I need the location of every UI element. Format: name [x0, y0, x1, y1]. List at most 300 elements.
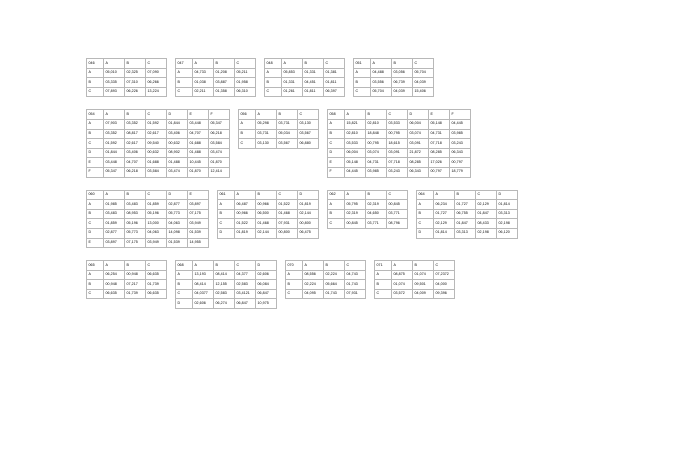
table-row [265, 87, 345, 97]
row-label: A [417, 200, 434, 210]
table-row [354, 78, 434, 88]
column-header: C [324, 59, 345, 69]
data-cell: 02,224 [324, 270, 345, 280]
column-header: E [429, 110, 450, 120]
data-cell: 10,975 [256, 299, 277, 309]
data-cell: 18,848 [366, 129, 387, 139]
data-cell: 02,144 [256, 228, 277, 238]
data-cell: 05,795 [345, 200, 366, 210]
data-cell: 01,819 [298, 200, 319, 210]
table-header-row [286, 261, 366, 271]
column-header: C [387, 110, 408, 120]
data-cell: 04,731 [429, 129, 450, 139]
data-cell: 02,810 [366, 119, 387, 129]
data-cell: 01,844 [104, 148, 125, 158]
matrix-table [86, 190, 209, 249]
data-cell: 03,406 [167, 129, 188, 139]
data-cell: 03,897 [104, 238, 125, 248]
table-row [87, 167, 230, 177]
table-header-row [328, 190, 408, 200]
data-cell: 01,743 [345, 280, 366, 290]
data-cell: 03,313 [455, 228, 476, 238]
data-cell: 01,958 [235, 78, 256, 88]
data-cell: 04,0377 [193, 289, 214, 299]
data-cell: 07,931 [277, 219, 298, 229]
block-id: 062 [328, 190, 345, 200]
block-id: 054 [87, 110, 104, 120]
block-gap [319, 190, 327, 249]
data-cell: 00,795 [387, 129, 408, 139]
data-cell: 07,175 [188, 209, 209, 219]
column-header: B [214, 59, 235, 69]
block-gap [366, 260, 374, 309]
data-cell: 07,217 [125, 280, 146, 290]
row-label: A [87, 119, 104, 129]
data-cell: 13,193 [193, 270, 214, 280]
table-row [176, 280, 277, 290]
row-label: D [417, 228, 434, 238]
row-label: A [218, 200, 235, 210]
data-cell: 00,632 [167, 139, 188, 149]
row-label: C [87, 87, 104, 97]
data-cell: 03,406 [125, 148, 146, 158]
data-cell: 04,009 [413, 289, 434, 299]
matrix-table [86, 109, 230, 177]
row-label: B [87, 78, 104, 88]
column-header: D [408, 110, 429, 120]
data-cell: 08,902 [167, 148, 188, 158]
data-cell: 02,211 [193, 87, 214, 97]
data-cell: 03,474 [209, 148, 230, 158]
data-cell: 01,811 [324, 78, 345, 88]
column-header: C [235, 59, 256, 69]
table-block [238, 109, 319, 177]
data-cell: 06,635 [146, 270, 167, 280]
table-header-row [218, 190, 319, 200]
data-cell: 02,606 [193, 299, 214, 309]
data-cell: 04,451 [303, 78, 324, 88]
data-cell: 03,243 [450, 139, 471, 149]
table-row [417, 200, 518, 210]
data-cell: 14,098 [167, 228, 188, 238]
table-header-row [375, 261, 455, 271]
column-header: B [324, 261, 345, 271]
data-cell: 00,797 [429, 167, 450, 177]
table-header-row [87, 190, 209, 200]
data-cell: 01,381 [324, 68, 345, 78]
data-cell: 06,847 [235, 299, 256, 309]
data-cell: 01,859 [104, 219, 125, 229]
table-row [87, 209, 209, 219]
data-cell: 03,091 [408, 139, 429, 149]
table-row [87, 139, 230, 149]
row-label: A [265, 68, 282, 78]
data-cell: 06,274 [214, 299, 235, 309]
data-cell: 01,814 [497, 200, 518, 210]
table-row [328, 167, 471, 177]
data-cell: 03,130 [298, 119, 319, 129]
column-header: F [209, 110, 230, 120]
data-cell: 03,243 [387, 167, 408, 177]
data-cell: 02,144 [298, 209, 319, 219]
row-label: C [176, 289, 193, 299]
column-header: B [455, 190, 476, 200]
column-header: A [371, 59, 392, 69]
data-cell: 08,433 [476, 219, 497, 229]
data-cell: 01,261 [282, 87, 303, 97]
data-cell: 03,335 [104, 78, 125, 88]
table-header-row [239, 110, 319, 120]
table-row [354, 87, 434, 97]
data-cell: 01,819 [235, 228, 256, 238]
row-label: C [218, 219, 235, 229]
data-cell: 02,319 [345, 209, 366, 219]
block-id: 060 [87, 190, 104, 200]
row-label: A [286, 270, 303, 280]
data-cell: 18,779 [450, 167, 471, 177]
data-cell: 00,795 [366, 139, 387, 149]
table-row [286, 289, 366, 299]
row-label: B [286, 280, 303, 290]
block-gap [345, 58, 353, 97]
data-cell: 03,771 [366, 219, 387, 229]
block-id: 047 [176, 59, 193, 69]
data-cell: 02,198 [497, 219, 518, 229]
data-cell: 03,887 [214, 78, 235, 88]
column-header: B [413, 261, 434, 271]
row-label: B [417, 209, 434, 219]
block-gap [408, 190, 416, 249]
row-label: D [176, 299, 193, 309]
data-cell: 01,688 [188, 139, 209, 149]
data-cell: 06,343 [450, 148, 471, 158]
table-band [86, 109, 614, 177]
table-row [218, 209, 319, 219]
table-row [328, 139, 471, 149]
column-header: B [366, 190, 387, 200]
row-label: C [87, 219, 104, 229]
row-label: C [286, 289, 303, 299]
data-cell: 03,949 [188, 219, 209, 229]
column-header: D [167, 190, 188, 200]
matrix-table [327, 109, 471, 177]
table-block [285, 260, 366, 309]
matrix-table [327, 190, 408, 229]
table-row [328, 119, 471, 129]
data-cell: 07,718 [387, 158, 408, 168]
data-cell: 07,310 [125, 78, 146, 88]
data-cell: 04,063 [146, 228, 167, 238]
data-cell: 05,664 [324, 280, 345, 290]
data-cell: 03,474 [167, 167, 188, 177]
table-block [86, 109, 230, 177]
data-cell: 05,704 [413, 68, 434, 78]
table-row [328, 209, 408, 219]
data-cell: 05,196 [125, 219, 146, 229]
matrix-table [353, 58, 434, 97]
data-cell: 03,074 [366, 148, 387, 158]
column-header: A [193, 261, 214, 271]
data-cell: 13,000 [146, 219, 167, 229]
table-row [328, 200, 408, 210]
data-cell: 01,859 [146, 200, 167, 210]
table-header-row [87, 261, 167, 271]
table-band [86, 190, 614, 249]
data-cell: 06,739 [392, 78, 413, 88]
table-block [327, 109, 471, 177]
data-cell: 04,377 [235, 270, 256, 280]
data-cell: 03,771 [387, 209, 408, 219]
data-cell: 04,000 [434, 280, 455, 290]
table-row [328, 158, 471, 168]
data-cell: 04,707 [125, 158, 146, 168]
table-header-row [265, 59, 345, 69]
data-cell: 04,445 [450, 119, 471, 129]
block-gap [209, 190, 217, 249]
row-label: B [87, 280, 104, 290]
row-label: A [176, 270, 193, 280]
row-label: C [328, 139, 345, 149]
data-cell: 03,567 [298, 129, 319, 139]
row-label: A [354, 68, 371, 78]
table-row [176, 78, 256, 88]
column-header: A [345, 110, 366, 120]
data-cell: 03,731 [256, 129, 277, 139]
row-label: C [354, 87, 371, 97]
data-cell: 01,688 [146, 158, 167, 168]
table-row [87, 238, 209, 248]
row-label: C [87, 289, 104, 299]
table-block [175, 260, 277, 309]
data-cell: 03,448 [104, 158, 125, 168]
data-cell: 01,743 [324, 289, 345, 299]
row-label: D [87, 148, 104, 158]
block-gap [230, 109, 238, 177]
data-cell: 01,739 [146, 280, 167, 290]
data-cell: 02,583 [235, 280, 256, 290]
block-id: 065 [87, 261, 104, 271]
row-label: C [176, 87, 193, 97]
table-row [218, 200, 319, 210]
table-band [86, 58, 614, 97]
table-header-row [87, 59, 167, 69]
data-cell: 04,733 [193, 68, 214, 78]
row-label: B [218, 209, 235, 219]
block-id: 056 [239, 110, 256, 120]
data-cell: 13,224 [146, 87, 167, 97]
data-cell: 01,985 [104, 200, 125, 210]
matrix-table [86, 260, 167, 299]
data-cell: 21,872 [408, 148, 429, 158]
table-row [286, 280, 366, 290]
row-label: B [176, 78, 193, 88]
table-header-row [417, 190, 518, 200]
row-label: E [87, 238, 104, 248]
column-header: C [413, 59, 434, 69]
matrix-table [264, 58, 345, 97]
block-id: 068 [176, 261, 193, 271]
column-header: B [125, 261, 146, 271]
data-cell: 07,2372 [434, 270, 455, 280]
table-row [265, 78, 345, 88]
table-row [375, 280, 455, 290]
data-cell: 03,483 [104, 209, 125, 219]
table-header-row [176, 261, 277, 271]
data-cell: 05,347 [209, 119, 230, 129]
block-gap [319, 109, 327, 177]
data-cell: 00,845 [387, 200, 408, 210]
column-header: A [104, 190, 125, 200]
table-row [328, 219, 408, 229]
row-label: B [354, 78, 371, 88]
data-cell: 06,266 [146, 78, 167, 88]
data-cell: 04,063 [167, 219, 188, 229]
data-cell: 01,522 [277, 200, 298, 210]
data-cell: 09,501 [413, 280, 434, 290]
table-row [286, 270, 366, 280]
column-header: A [104, 261, 125, 271]
data-cell: 01,847 [455, 219, 476, 229]
data-cell: 01,331 [303, 68, 324, 78]
table-block [86, 58, 167, 97]
data-cell: 01,074 [413, 270, 434, 280]
table-row [328, 129, 471, 139]
table-block [353, 58, 434, 97]
data-cell: 15,821 [345, 119, 366, 129]
matrix-table [217, 190, 319, 239]
table-row [87, 289, 167, 299]
data-cell: 05,853 [282, 68, 303, 78]
data-cell: 06,475 [298, 228, 319, 238]
table-block [327, 190, 408, 249]
data-cell: 06,397 [324, 87, 345, 97]
row-label: A [328, 119, 345, 129]
data-cell: 06,218 [125, 167, 146, 177]
column-header: B [392, 59, 413, 69]
data-cell: 12,414 [209, 167, 230, 177]
table-block [416, 190, 518, 249]
table-row [417, 228, 518, 238]
column-header: A [256, 110, 277, 120]
column-header: B [277, 110, 298, 120]
table-row [239, 119, 319, 129]
data-cell: 08,875 [392, 270, 413, 280]
data-cell: 01,038 [193, 78, 214, 88]
data-cell: 02,319 [366, 200, 387, 210]
data-cell: 01,814 [434, 228, 455, 238]
data-cell: 04,743 [345, 270, 366, 280]
data-cell: 06,084 [256, 280, 277, 290]
table-row [375, 289, 455, 299]
row-label: A [87, 200, 104, 210]
table-row [87, 158, 230, 168]
table-row [239, 129, 319, 139]
data-cell: 07,090 [146, 68, 167, 78]
data-cell: 05,010 [104, 68, 125, 78]
data-cell: 05,148 [429, 119, 450, 129]
column-header: C [476, 190, 497, 200]
data-cell: 04,039 [413, 78, 434, 88]
data-cell: 03,091 [387, 148, 408, 158]
data-cell: 05,196 [146, 209, 167, 219]
data-cell: 03,352 [104, 129, 125, 139]
row-label: B [328, 209, 345, 219]
table-row [176, 270, 277, 280]
column-header: A [282, 59, 303, 69]
block-id: 064 [417, 190, 434, 200]
table-row [176, 299, 277, 309]
table-row [354, 68, 434, 78]
column-header: A [104, 110, 125, 120]
data-cell: 07,931 [345, 289, 366, 299]
table-row [239, 139, 319, 149]
table-block [374, 260, 455, 309]
data-cell: 03,584 [146, 167, 167, 177]
row-label: D [328, 148, 345, 158]
table-row [87, 200, 209, 210]
table-header-row [354, 59, 434, 69]
data-cell: 00,966 [256, 200, 277, 210]
table-row [265, 68, 345, 78]
column-header: A [104, 59, 125, 69]
data-cell: 01,331 [282, 78, 303, 88]
row-label: C [87, 139, 104, 149]
row-label: D [87, 228, 104, 238]
data-cell: 01,739 [125, 289, 146, 299]
column-header: A [235, 190, 256, 200]
data-cell: 00,800 [298, 219, 319, 229]
data-cell: 03,074 [408, 129, 429, 139]
column-header: E [188, 190, 209, 200]
row-label: E [87, 158, 104, 168]
data-cell: 01,592 [104, 139, 125, 149]
row-label: B [87, 209, 104, 219]
data-cell: 06,004 [408, 119, 429, 129]
data-cell: 01,522 [235, 219, 256, 229]
row-label: C [328, 219, 345, 229]
table-band [86, 260, 614, 309]
column-header: A [193, 59, 214, 69]
row-label: B [328, 129, 345, 139]
data-cell: 02,325 [125, 68, 146, 78]
data-cell: 05,347 [104, 167, 125, 177]
data-cell: 03,130 [256, 139, 277, 149]
column-header: B [214, 261, 235, 271]
column-header: A [392, 261, 413, 271]
block-id: 046 [87, 59, 104, 69]
data-cell: 03,533 [345, 139, 366, 149]
data-cell: 00,845 [345, 219, 366, 229]
data-cell: 06,635 [104, 289, 125, 299]
table-row [176, 68, 256, 78]
data-cell: 08,556 [303, 270, 324, 280]
data-cell: 02,129 [434, 219, 455, 229]
column-header: A [434, 190, 455, 200]
matrix-table [175, 58, 256, 97]
data-cell: 08,285 [408, 158, 429, 168]
column-header: D [256, 261, 277, 271]
data-cell: 03,985 [366, 167, 387, 177]
data-cell: 05,148 [345, 158, 366, 168]
data-cell: 17,026 [429, 158, 450, 168]
row-label: C [265, 87, 282, 97]
block-gap [277, 260, 285, 309]
table-row [87, 129, 230, 139]
data-cell: 00,632 [146, 148, 167, 158]
data-cell: 06,120 [497, 228, 518, 238]
data-cell: 06,310 [235, 87, 256, 97]
table-row [176, 87, 256, 97]
